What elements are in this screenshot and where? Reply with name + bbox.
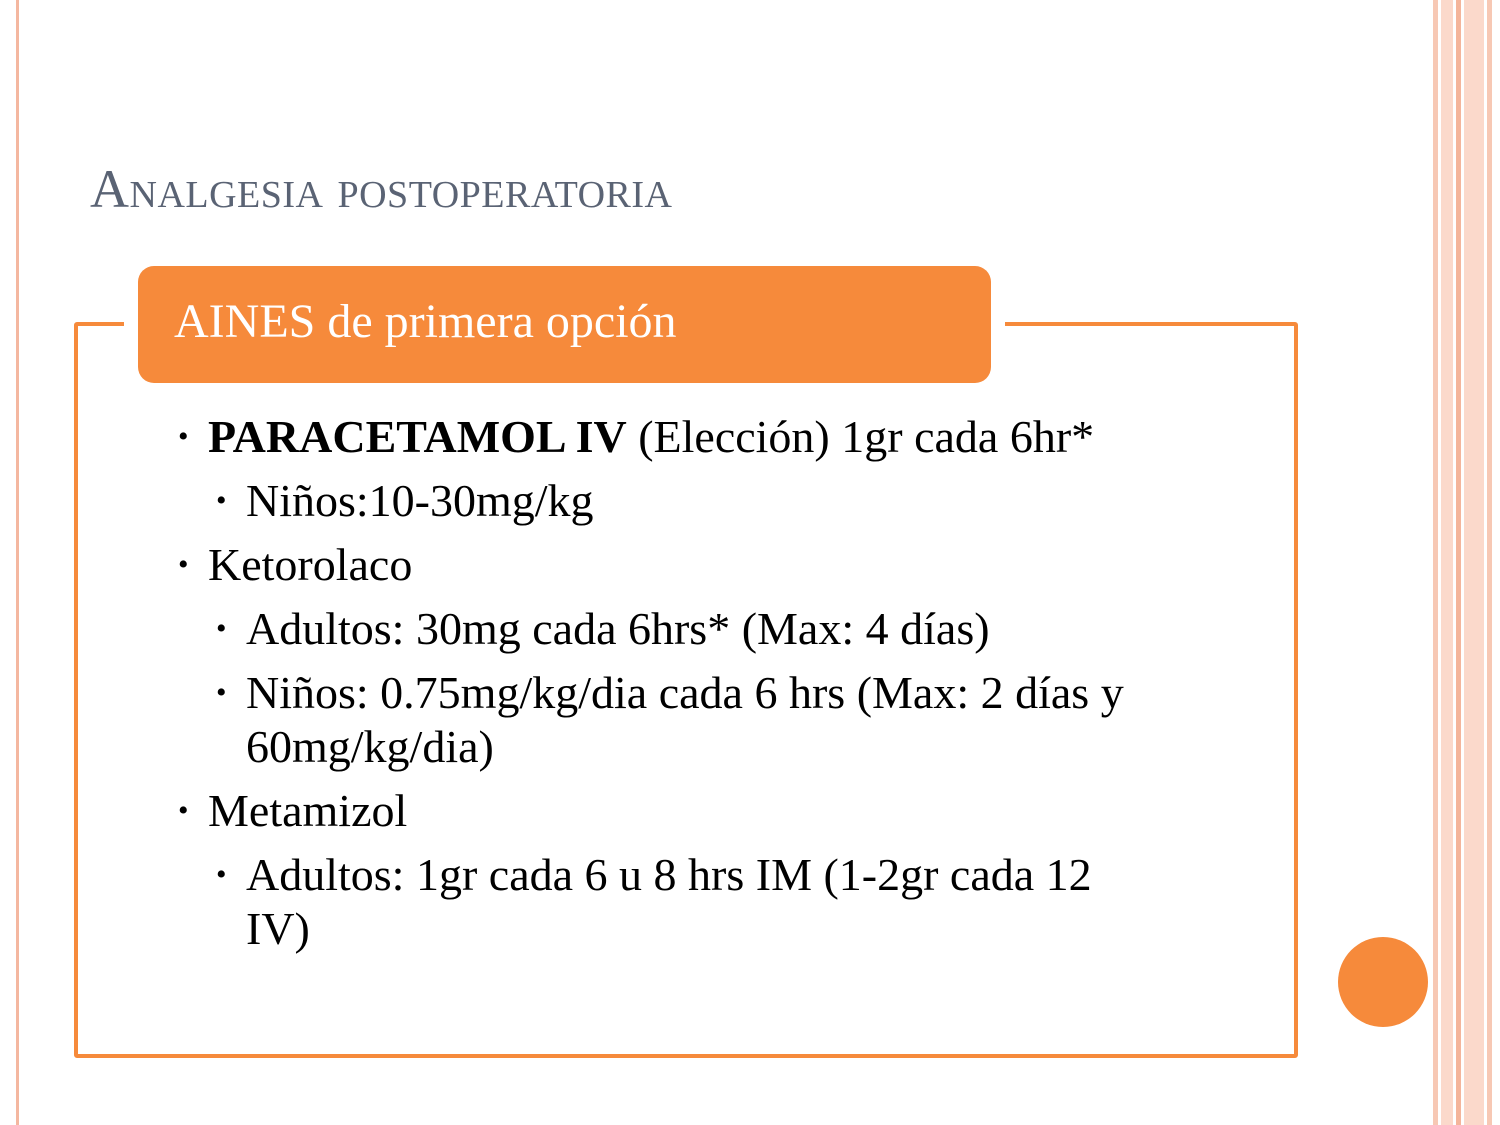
bullet-list: [178, 410, 1218, 966]
list-item: [178, 784, 1218, 838]
list-item: [178, 666, 1176, 774]
list-item-text: Ketorolaco: [208, 539, 413, 590]
list-item: [178, 474, 1218, 528]
right-decorative-stripe: [1441, 0, 1453, 1125]
bullet-icon: •: [216, 858, 227, 891]
bullet-icon: •: [178, 420, 189, 453]
left-decorative-line: [16, 0, 19, 1125]
list-item: [178, 410, 1218, 464]
bullet-icon: •: [216, 612, 227, 645]
bullet-icon: •: [216, 676, 227, 709]
list-item-text: Niños:10-30mg/kg: [246, 475, 594, 526]
bullet-icon: •: [178, 794, 189, 827]
list-item-text: Metamizol: [208, 785, 408, 836]
right-decorative-stripe: [1456, 0, 1461, 1125]
box-heading-tab: [138, 266, 991, 383]
list-item: [178, 848, 1146, 956]
decorative-circle: [1338, 937, 1428, 1027]
bullet-icon: •: [178, 548, 189, 581]
bullet-icon: •: [216, 484, 227, 517]
slide-title: Analgesia postoperatoria: [90, 159, 673, 219]
list-item-text: Adultos: 1gr cada 6 u 8 hrs IM (1-2gr cada 12 IV): [246, 849, 1092, 954]
drug-name: PARACETAMOL IV: [208, 411, 627, 462]
list-item-text: Niños: 0.75mg/kg/dia cada 6 hrs (Max: 2 días y 60mg/kg/dia): [246, 667, 1124, 772]
list-item-text: Adultos: 30mg cada 6hrs* (Max: 4 días): [246, 603, 990, 654]
right-decorative-stripe: [1464, 0, 1484, 1125]
list-item: [178, 538, 1218, 592]
list-item-text: (Elección) 1gr cada 6hr*: [626, 411, 1095, 462]
right-decorative-stripe: [1487, 0, 1492, 1125]
box-heading: AINES de primera opción: [174, 295, 677, 348]
list-item: [178, 602, 1218, 656]
right-decorative-stripe: [1433, 0, 1438, 1125]
